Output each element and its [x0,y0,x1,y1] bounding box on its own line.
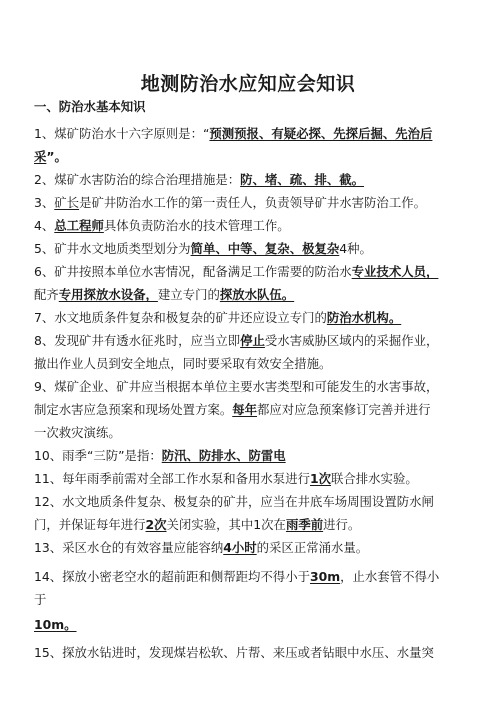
item-12-cont: 门，并保证每年进行2次关闭实验，其中1次在雨季前进行。 [34,517,361,532]
item-14-cont-2: 10m。 [34,617,77,632]
item-12: 12、水文地质条件复杂、极复杂的矿井，应当在井底车场周围设置防水闸 [34,494,434,509]
item-3: 3、矿长是矿井防治水工作的第一责任人，负责领导矿井水害防治工作。 [34,195,426,210]
page-title: 地测防治水应知应会知识 [140,73,356,95]
item-14: 14、探放小密老空水的超前距和侧帮距均不得小于30m，止水套管不得小 [34,569,440,584]
item-13: 13、采区水仓的有效容量应能容纳4小时的采区正常涌水量。 [34,540,369,555]
item-14-cont: 于 [34,592,47,607]
item-6-cont: 配齐专用探放水设备，建立专门的探放水队伍。 [34,287,295,302]
item-8: 8、发现矿井有透水征兆时，应当立即停止受水害威胁区域内的采掘作业， [34,333,439,348]
item-10: 10、雨季“三防”是指：防汛、防排水、防雷电 [34,448,286,463]
item-8-cont: 撤出作业人员到安全地点，同时要采取有效安全措施。 [34,356,332,371]
section-heading: 一、防治水基本知识 [34,99,146,114]
item-11: 11、每年雨季前需对全部工作水泵和备用水泵进行1次联合排水实验。 [34,471,418,486]
item-9-cont: 制定水害应急预案和现场处置方案。每年都应对应急预案修订完善并进行 [34,402,431,417]
item-9-cont-2: 一次救灾演练。 [34,425,121,440]
item-9: 9、煤矿企业、矿井应当根据本单位主要水害类型和可能发生的水害事故， [34,379,439,394]
item-15: 15、探放水钻进时，发现煤岩松软、片帮、来压或者钻眼中水压、水量突 [34,645,434,660]
item-4: 4、总工程师具体负责防治水的技术管理工作。 [34,218,290,233]
item-7: 7、水文地质条件复杂和极复杂的矿井还应设立专门的防治水机构。 [34,310,402,325]
item-5: 5、矿井水文地质类型划分为简单、中等、复杂、极复杂4种。 [34,241,372,256]
item-1-cont: 采”。 [34,149,67,164]
item-1: 1、煤矿防治水十六字原则是：“预测预报、有疑必探、先探后掘、先治后 [34,126,433,141]
item-6: 6、矿井按照本单位水害情况，配备满足工作需要的防治水专业技术人员， [34,264,439,279]
item-2: 2、煤矿水害防治的综合治理措施是：防、堵、疏、排、截。 [34,172,365,187]
